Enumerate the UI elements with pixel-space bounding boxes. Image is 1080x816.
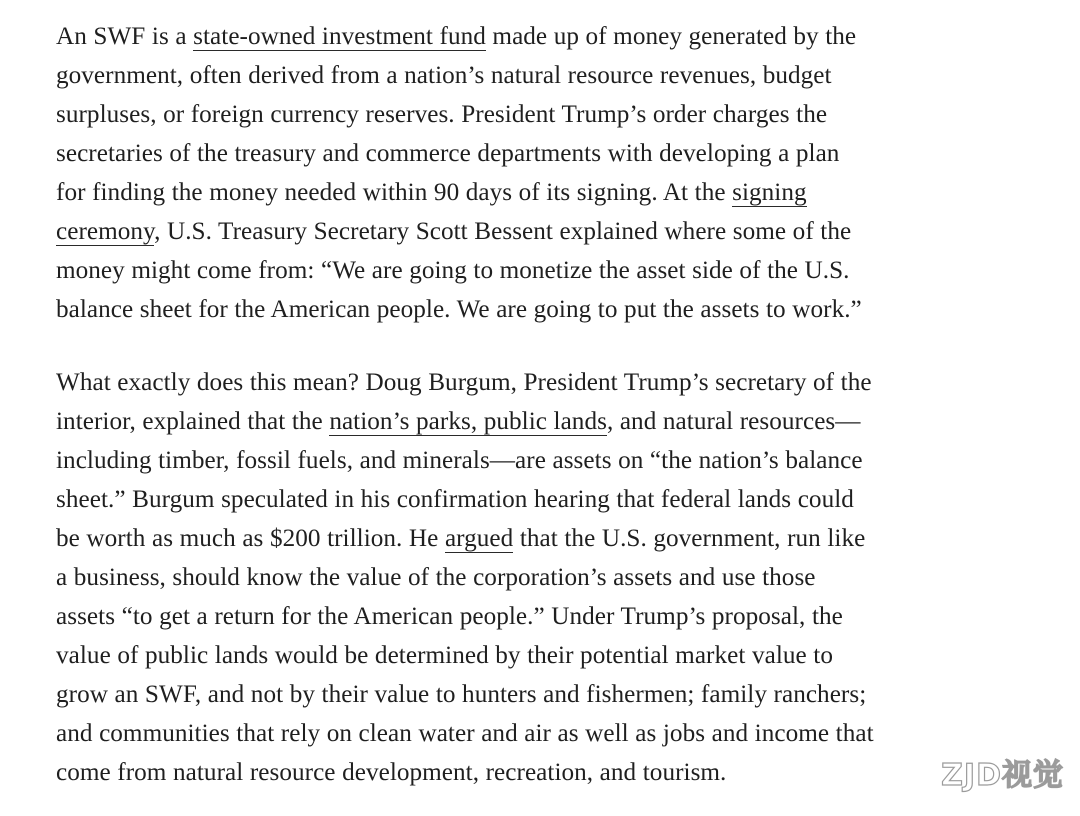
paragraph-swf-definition	[56, 17, 986, 329]
text-line: money might come from: “We are going to monetize the asset side of the U.S.	[56, 257, 850, 284]
link-nations-parks-public-lands[interactable]: nation’s parks, public lands	[329, 408, 607, 435]
link-state-owned-investment-fund[interactable]: state-owned investment fund	[193, 23, 486, 50]
text-segment: be worth as much as $200 trillion. He	[56, 525, 445, 552]
text-line: sheet.” Burgum speculated in his confirmation hearing that federal lands could	[56, 486, 854, 513]
text-line: surpluses, or foreign currency reserves. President Trump’s order charges the	[56, 101, 828, 128]
text-line: including timber, fossil fuels, and minerals—are assets on “the nation’s balance	[56, 447, 863, 474]
paragraph-burgum-explanation	[56, 363, 986, 792]
text-segment: An SWF is a	[56, 23, 194, 50]
text-line: a business, should know the value of the corporation’s assets and use those	[56, 564, 816, 591]
link-signing-ceremony-continued[interactable]: ceremony	[56, 218, 155, 245]
text-line	[56, 212, 986, 251]
text-line	[56, 173, 986, 212]
text-line: and communities that rely on clean water and air as well as jobs and income that	[56, 720, 874, 747]
text-line	[56, 519, 986, 558]
text-line: come from natural resource development, recreation, and tourism.	[56, 759, 727, 786]
watermark-logo: ZJD视觉	[941, 758, 1064, 793]
text-segment: made up of money generated by the	[485, 23, 857, 50]
text-line: government, often derived from a nation’s natural resource revenues, budget	[56, 62, 832, 89]
link-argued[interactable]: argued	[444, 525, 514, 552]
text-segment: for finding the money needed within 90 days of its signing. At the	[56, 179, 733, 206]
text-line: balance sheet for the American people. We are going to put the assets to work.”	[56, 296, 862, 323]
link-signing-ceremony[interactable]: signing	[732, 179, 807, 206]
text-line	[56, 402, 986, 441]
text-segment: , and natural resources—	[606, 408, 861, 435]
text-line: grow an SWF, and not by their value to hunters and fishermen; family ranchers;	[56, 681, 867, 708]
text-segment: that the U.S. government, run like	[513, 525, 866, 552]
article-body	[56, 17, 986, 792]
text-segment: interior, explained that the	[56, 408, 330, 435]
text-segment: , U.S. Treasury Secretary Scott Bessent explained where some of the	[154, 218, 852, 245]
text-line: value of public lands would be determined by their potential market value to	[56, 642, 833, 669]
text-line	[56, 17, 986, 56]
text-line: assets “to get a return for the American people.” Under Trump’s proposal, the	[56, 603, 843, 630]
text-line: What exactly does this mean? Doug Burgum, President Trump’s secretary of the	[56, 369, 872, 396]
text-line: secretaries of the treasury and commerce departments with developing a plan	[56, 140, 840, 167]
